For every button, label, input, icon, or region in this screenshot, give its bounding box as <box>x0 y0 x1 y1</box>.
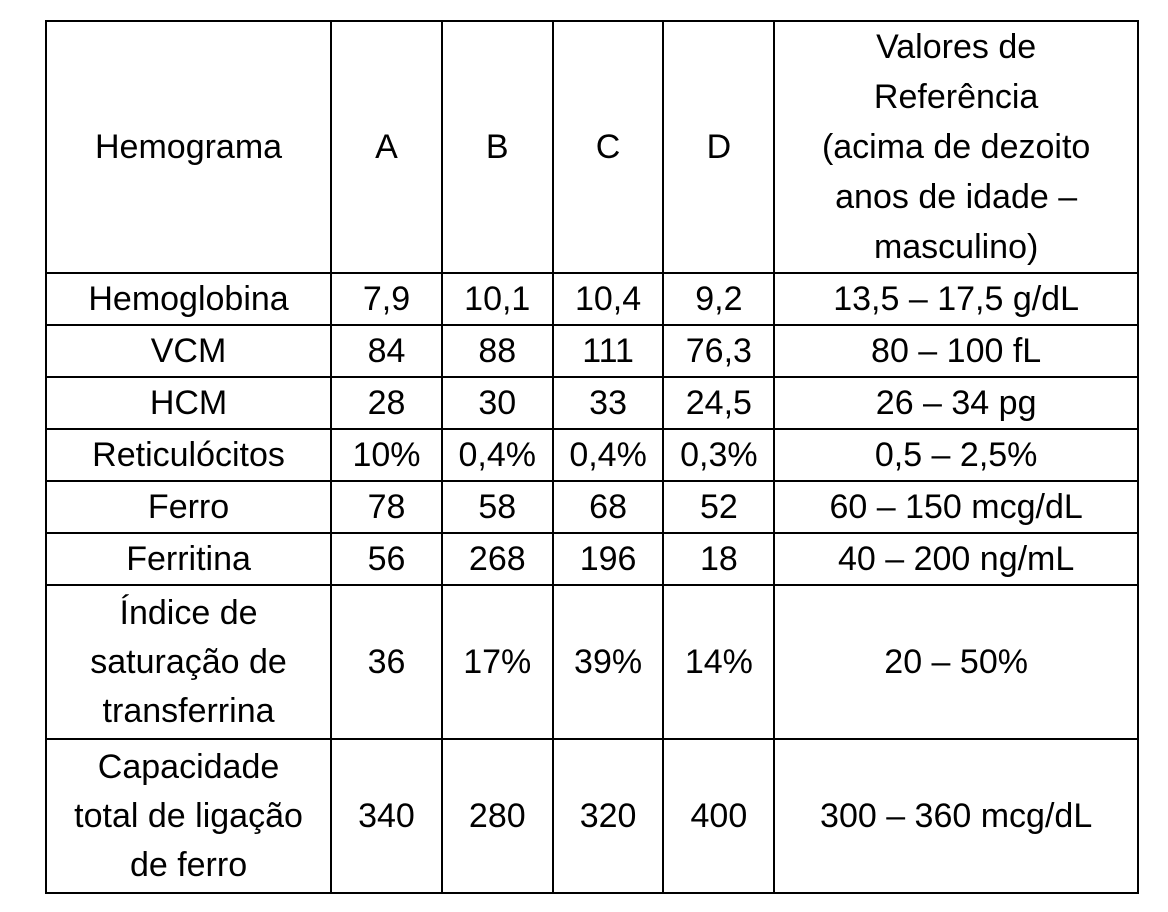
row-label: Reticulócitos <box>46 429 331 481</box>
value-c: 10,4 <box>553 273 664 325</box>
row-label: HCM <box>46 377 331 429</box>
row-label-line: de ferro <box>129 845 248 884</box>
value-d: 9,2 <box>663 273 774 325</box>
value-a: 36 <box>331 585 442 739</box>
hemogram-table-container <box>45 20 1139 894</box>
header-col-d: D <box>663 21 774 273</box>
reference-value: 0,5 – 2,5% <box>774 429 1138 481</box>
row-label <box>46 739 331 893</box>
value-b: 0,4% <box>442 429 553 481</box>
value-c: 196 <box>553 533 664 585</box>
value-a: 340 <box>331 739 442 893</box>
table-row <box>46 585 1138 739</box>
header-reference-line: Referência <box>873 78 1039 116</box>
table-row <box>46 533 1138 585</box>
reference-value: 26 – 34 pg <box>774 377 1138 429</box>
reference-value: 13,5 – 17,5 g/dL <box>774 273 1138 325</box>
reference-value: 20 – 50% <box>774 585 1138 739</box>
value-a: 7,9 <box>331 273 442 325</box>
value-b: 268 <box>442 533 553 585</box>
value-a: 78 <box>331 481 442 533</box>
row-label <box>46 585 331 739</box>
row-label-line: Capacidade <box>97 747 280 786</box>
value-a: 28 <box>331 377 442 429</box>
reference-value: 60 – 150 mcg/dL <box>774 481 1138 533</box>
header-label: Hemograma <box>95 127 283 166</box>
value-c: 39% <box>553 585 664 739</box>
value-c: 320 <box>553 739 664 893</box>
value-b: 17% <box>442 585 553 739</box>
table-row <box>46 739 1138 893</box>
value-d: 18 <box>663 533 774 585</box>
row-label: Hemoglobina <box>46 273 331 325</box>
reference-value: 300 – 360 mcg/dL <box>774 739 1138 893</box>
reference-value: 80 – 100 fL <box>774 325 1138 377</box>
row-label: Ferritina <box>46 533 331 585</box>
value-d: 52 <box>663 481 774 533</box>
value-d: 400 <box>663 739 774 893</box>
hemogram-table <box>45 20 1139 894</box>
table-row <box>46 481 1138 533</box>
table-row <box>46 325 1138 377</box>
table-row <box>46 429 1138 481</box>
value-d: 14% <box>663 585 774 739</box>
value-b: 88 <box>442 325 553 377</box>
value-b: 30 <box>442 377 553 429</box>
value-a: 10% <box>331 429 442 481</box>
header-col-c: C <box>553 21 664 273</box>
value-a: 56 <box>331 533 442 585</box>
reference-value: 40 – 200 ng/mL <box>774 533 1138 585</box>
value-b: 10,1 <box>442 273 553 325</box>
table-header-row <box>46 21 1138 273</box>
header-reference-line: masculino) <box>873 228 1039 266</box>
row-label-line: transferrina <box>102 691 275 730</box>
table-row <box>46 273 1138 325</box>
table-row <box>46 377 1138 429</box>
header-label-cell <box>46 21 331 273</box>
header-reference-line: Valores de <box>876 28 1037 66</box>
value-d: 24,5 <box>663 377 774 429</box>
row-label-line: Índice de <box>119 593 258 632</box>
value-d: 0,3% <box>663 429 774 481</box>
header-reference-line: (acima de dezoito <box>821 128 1091 166</box>
header-reference-cell <box>774 21 1138 273</box>
value-b: 280 <box>442 739 553 893</box>
row-label-line: total de ligação <box>74 796 303 835</box>
value-c: 33 <box>553 377 664 429</box>
value-d: 76,3 <box>663 325 774 377</box>
row-label: VCM <box>46 325 331 377</box>
header-reference-line: anos de idade – <box>835 178 1078 216</box>
value-a: 84 <box>331 325 442 377</box>
row-label: Ferro <box>46 481 331 533</box>
header-col-a: A <box>331 21 442 273</box>
row-label-line: saturação de <box>90 642 287 681</box>
value-b: 58 <box>442 481 553 533</box>
header-col-b: B <box>442 21 553 273</box>
value-c: 0,4% <box>553 429 664 481</box>
value-c: 68 <box>553 481 664 533</box>
value-c: 111 <box>553 325 664 377</box>
